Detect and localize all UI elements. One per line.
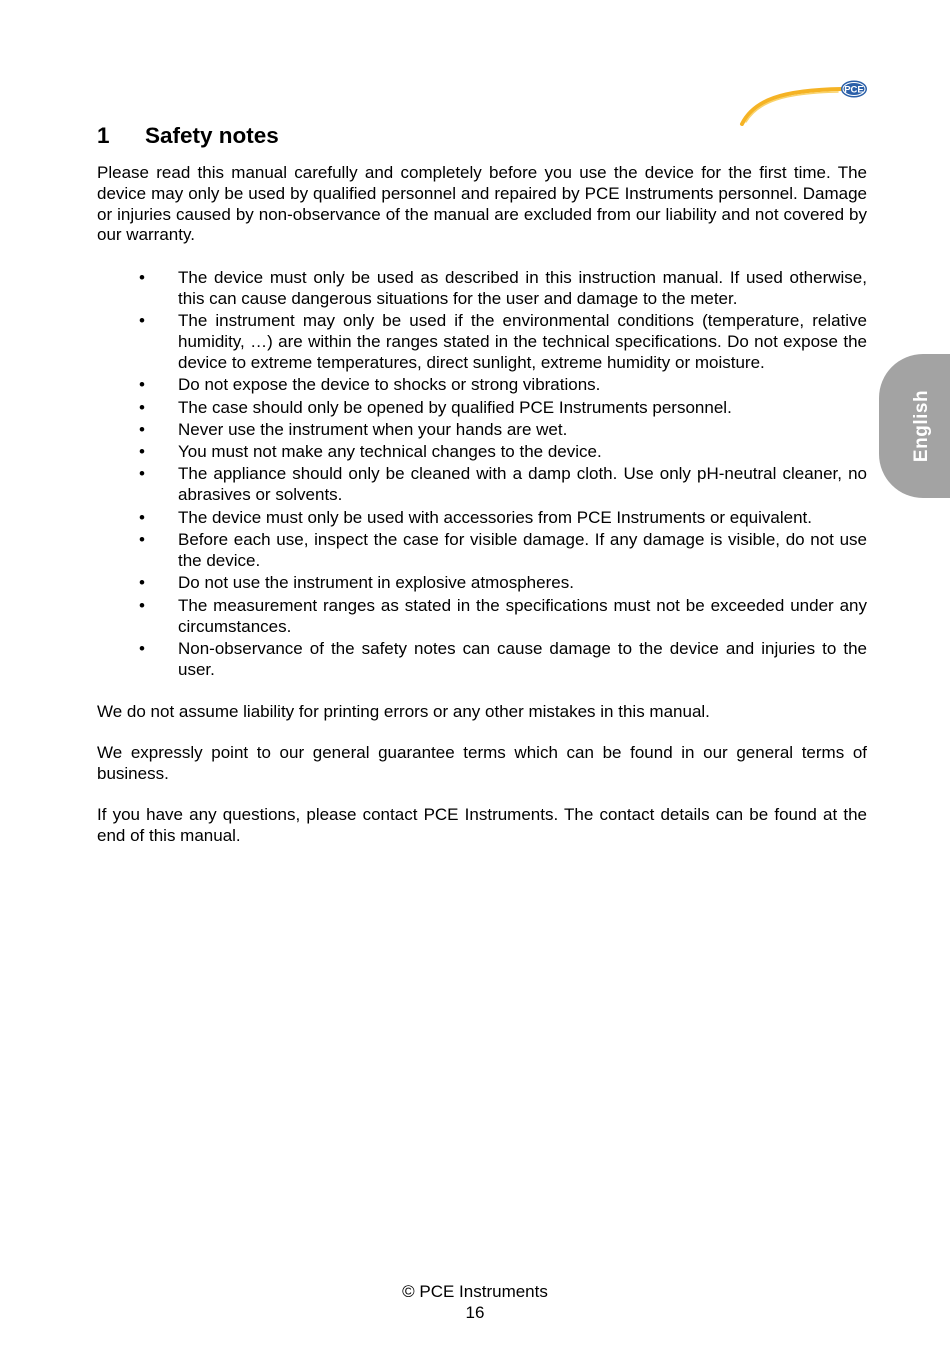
- list-item: [97, 310, 867, 373]
- list-item: [97, 595, 867, 637]
- pce-logo: [738, 78, 870, 126]
- list-item: [97, 507, 867, 528]
- list-item-text: Never use the instrument when your hands are wet.: [178, 419, 568, 439]
- language-tab-label: English: [911, 389, 932, 463]
- list-item: [97, 529, 867, 571]
- intro-paragraph: Please read this manual carefully and completely before you use the device for the first time. The device may only be used by qualified personnel and repaired by PCE Instruments personnel. Damage or injuries caused by non-observance of the manual are excluded from our liability and not covered by our warranty.: [97, 163, 867, 245]
- list-item-text: The case should only be opened by qualified PCE Instruments personnel.: [178, 397, 732, 417]
- list-item: [97, 374, 867, 395]
- bullet-icon: •: [139, 419, 145, 439]
- list-item-text: The device must only be used with accessories from PCE Instruments or equivalent.: [178, 507, 813, 527]
- list-item: [97, 638, 867, 680]
- liability-paragraph: We do not assume liability for printing errors or any other mistakes in this manual.: [97, 701, 710, 721]
- section-title: Safety notes: [145, 123, 279, 148]
- bullet-icon: •: [139, 507, 145, 527]
- bullet-icon: •: [139, 310, 145, 330]
- safety-bullet-list: [97, 267, 867, 680]
- list-item-text: Do not use the instrument in explosive atmospheres.: [178, 573, 574, 593]
- list-item-text: Before each use, inspect the case for visible damage. If any damage is visible, do not use the device.: [178, 530, 867, 571]
- bullet-icon: •: [139, 442, 145, 462]
- list-item: [97, 267, 867, 309]
- contact-paragraph: If you have any questions, please contact PCE Instruments. The contact details can be found at the end of this manual.: [97, 805, 867, 845]
- list-item: [97, 397, 867, 418]
- bullet-icon: •: [139, 397, 145, 417]
- list-item-text: Non-observance of the safety notes can cause damage to the device and injuries to the user.: [178, 638, 867, 679]
- bullet-icon: •: [139, 638, 145, 658]
- section-number: 1: [97, 123, 110, 148]
- page-footer: [0, 1281, 950, 1323]
- bullet-icon: •: [139, 573, 145, 593]
- guarantee-paragraph: We expressly point to our general guarantee terms which can be found in our general terms of business.: [97, 743, 867, 783]
- bullet-icon: •: [139, 595, 145, 615]
- list-item: [97, 572, 867, 593]
- logo-text: PCE: [844, 84, 864, 96]
- list-item-text: You must not make any technical changes to the device.: [178, 442, 602, 462]
- bullet-icon: •: [139, 267, 145, 287]
- list-item-text: Do not expose the device to shocks or strong vibrations.: [178, 375, 601, 395]
- bullet-icon: •: [139, 464, 145, 484]
- list-item: [97, 419, 867, 440]
- section-heading: [97, 121, 867, 151]
- bullet-icon: •: [139, 375, 145, 395]
- list-item-text: The instrument may only be used if the environmental conditions (temperature, relative humidity, …) are within the ranges stated in the technical specifications. Do not expose the device to extreme temperatures, direct sunlight, extreme humidity or moisture.: [178, 310, 867, 372]
- list-item-text: The measurement ranges as stated in the specifications must not be exceeded under any circumstances.: [178, 595, 867, 636]
- list-item: [97, 463, 867, 505]
- list-item-text: The device must only be used as described in this instruction manual. If used otherwise, this can cause dangerous situations for the user and damage to the meter.: [178, 267, 867, 308]
- page-content: [97, 121, 867, 847]
- list-item: [97, 441, 867, 462]
- list-item-text: The appliance should only be cleaned with a damp cloth. Use only pH-neutral cleaner, no abrasives or solvents.: [178, 464, 867, 505]
- pce-logo-icon: [738, 78, 870, 126]
- bullet-icon: •: [139, 530, 145, 550]
- footer-copyright: © PCE Instruments: [402, 1282, 548, 1301]
- page-number: 16: [465, 1303, 485, 1322]
